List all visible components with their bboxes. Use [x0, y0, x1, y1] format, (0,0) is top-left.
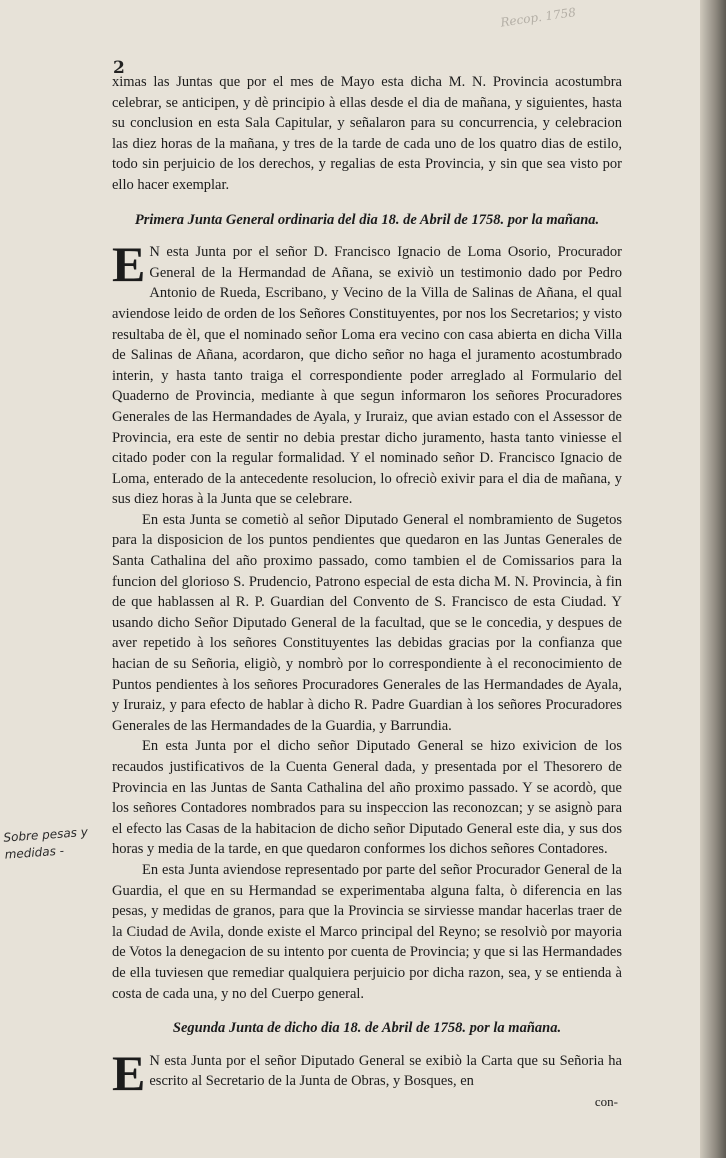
section2-first-text: N esta Junta por el señor Diputado General se exibiò la Carta que su Señoria ha escrito al Secretario de la Junta de Obras, y Bosques, en: [149, 1052, 622, 1090]
section1-paragraph-3: En esta Junta por el dicho señor Diputado General se hizo exivicion de los recaudos justificativos de la Cuenta General dada, y presentada por el Thesorero de Provincia en las Juntas de Santa Cathalina del año proximo passado. Y se acordò, que los señores Contadores nombrados para su inspeccion las reconozcan; y se asignò para el efecto las Casas de la habitacion de dicho señor Diputado General este dia, y sus dos horas y media de la tarde, en que quedaron conformes los dichos señores Contadores.: [112, 738, 622, 858]
section1-first-text: N esta Junta por el señor D. Francisco Ignacio de Loma Osorio, Procurador General de la Hermandad de Añana, se exiviò un testimonio dado por Pedro Antonio de Rueda, Escribano, y Vecino de la Villa de Salinas de Añana, el qual aviendose leido de orden de los Señores Constituyentes, por nos los Secretarios; y visto resultaba de èl, que el nominado señor Loma era vecino con casa abierta en dicha Villa de Salinas de Añana, acordaron, que dicho señor no haga el juramento acostumbrado interin, y hasta tanto traiga el correspondiente poder arreglado al Formulario del Quaderno de Provincia, mediante à que segun informaron los señores Procuradores Generales de las Hermandades de Ayala, y Iruraiz, que avian estado con el Assessor de Provincia, era este de sentir no debia prestar dicho juramento, hasta tanto viniesse el citado poder con la regular formalidad. Y el nominado señor D. Francisco Ignacio de Loma, enterado de la antecedente resolucion, lo ofreciò exivir para el dia de mañana, y sus diez horas à la Junta que se celebrare.: [112, 244, 622, 508]
section1-paragraph-2: En esta Junta se cometiò al señor Diputado General el nombramiento de Sugetos para la disposicion de los puntos pendientes que quedaron en las Juntas Generales de Santa Cathalina del año proximo passado, como tambien el de Comissarios para la funcion del glorioso S. Prudencio, Patrono especial de esta dicha M. N. Provincia, à fin de que hablassen al R. P. Guardian del Convento de S. Francisco de esta Ciudad. Y usando dicho Señor Diputado General de la facultad, que se le concedia, y despues de aver repetido à los señores Constituyentes las debidas gracias por la confianza que hacian de su Señoria, eligiò, y nombrò por lo correspondiente à el reconocimiento de Puntos pendientes à los señores Procuradores Generales de las Hermandades de Ayala, y Iruraiz, y para efecto de hablar à dicho R. Padre Guardian à los señores Procuradores Generales de las Hermandades de la Guardia, y Barrundia.: [112, 511, 622, 734]
drop-cap: E: [112, 236, 146, 293]
section-heading-2: Segunda Junta de dicho dia 18. de Abril de 1758. por la mañana.: [172, 1020, 562, 1037]
faint-annotation: Recop. 1758: [499, 5, 577, 30]
section1-paragraph-4: En esta Junta aviendose representado por parte del señor Procurador General de la Guardia, el que en su Hermandad se experimentaba alguna falta, ò diferencia en las pesas, y medidas de granos, para que la Provincia se sirviesse mandar hacerlas traer de la Ciudad de Avila, donde existe el Marco principal del Reyno; se resolviò por mayoria de Votos la denegacion de su intento por cuenta de Provincia; y que si las Hermandades de ella tuviesen que remediar qualquiera perjuicio por dicha razon, sea, y se entienda à costa de cada una, y no del Cuerpo general.: [112, 861, 622, 1002]
body-text: [112, 72, 622, 1113]
intro-paragraph: ximas las Juntas que por el mes de Mayo esta dicha M. N. Provincia acostumbra celebrar, se anticipen, y dè principio à ellas desde el dia de mañana, y siguientes, hasta su conclusion en esta Sala Capitular, y señalaron para su concurrencia, y celebracion las diez horas de la mañana, y tres de la tarde de cada uno de los quatro dias de estilo, todo sin perjuicio de los derechos, y regalias de esta Provincia, y sin que sea visto por ello hacer exemplar.: [112, 74, 622, 193]
section-heading-1: Primera Junta General ordinaria del dia 18. de Abril de 1758. por la mañana.: [134, 211, 600, 228]
catchword: con-: [594, 1093, 618, 1109]
book-spine-shadow: [700, 0, 726, 1158]
drop-cap: E: [112, 1044, 146, 1101]
handwritten-margin-note: Sobre pesas y medidas -: [3, 824, 89, 862]
page-number: 2: [113, 58, 125, 78]
section1-first-paragraph: [112, 236, 622, 510]
